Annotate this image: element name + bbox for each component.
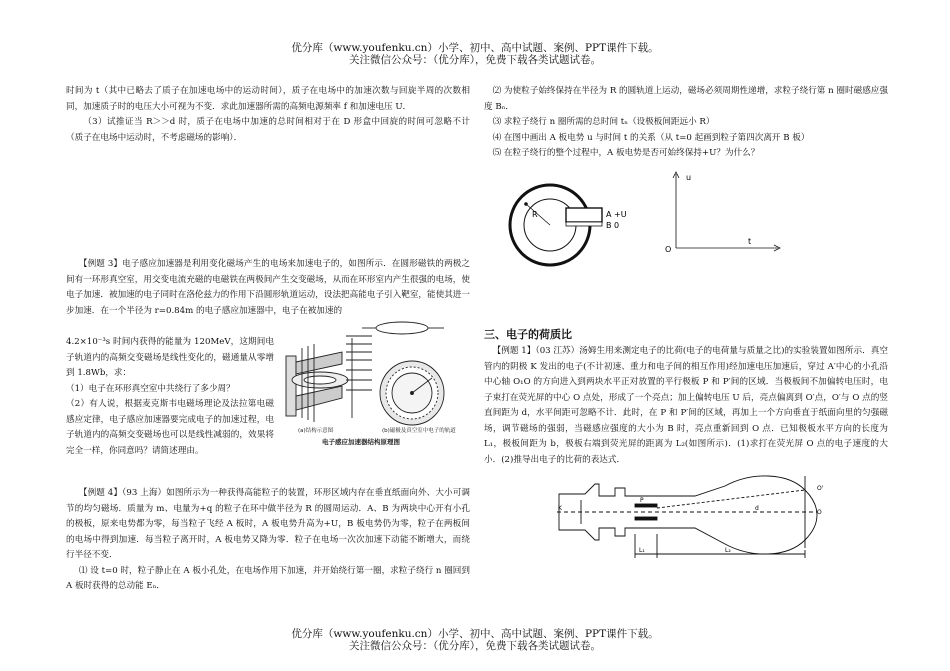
example-4-text (66, 486, 470, 595)
example-1-text (484, 344, 888, 468)
intro-paragraph-1: 时间为 t（其中已略去了质子在加速电场中的运动时间），质子在电场中的加速次数与回旋半周的次数相同，加速质子时的电压大小可视为不变．求此加速器所需的高频电源频率 f 和加速电压 U． (66, 86, 470, 112)
footer-line-1: 优分库（www.youfenku.cn）小学、初中、高中试题、案例、PPT课件下载。 (291, 628, 659, 640)
example-4-continued (484, 84, 888, 162)
intro-paragraph-2: （3）试推证当 R＞＞d 时，质子在电场中加速的总时间相对于在 D 形盒中回旋的时间可忽略不计（质子在电场中运动时，不考虑磁场的影响）． (66, 117, 470, 143)
figure-caption-a: (a)结构示意图 (298, 428, 334, 434)
svg-text:d: d (755, 505, 759, 512)
example-4-question-2: ⑵ 为使粒子始终保持在半径为 R 的圆轨道上运动，磁场必须周期性递增，求粒子绕行第 n 圈时磁感应强度 Bₙ． (484, 86, 888, 112)
plate-b-label: B 0 (606, 221, 620, 230)
example-4-question-3: ⑶ 求粒子绕行 n 圈所需的总时间 tₙ（设极板间距远小 R） (492, 117, 715, 127)
example-4-question-1: ⑴ 设 t=0 时，粒子静止在 A 板小孔处，在电场作用下加速，并开始绕行第一圈，求粒子绕行 n 圈回到 A 板时获得的总动能 Eₙ． (66, 565, 470, 591)
potential-time-axes (664, 170, 784, 255)
svg-text:O': O' (817, 485, 824, 492)
svg-text:K: K (558, 505, 562, 512)
figure-caption-b: (b)磁极及真空室中电子的轨道 (382, 428, 456, 434)
example-3-paragraph: 【例题 3】电子感应加速器是利用变化磁场产生的电场来加速电子的，如图所示．在圆形磁铁的两极之间有一环形真空室，用交变电流充磁的电磁铁在两极间产生交变磁场，从而在环形室内产生很强的电场，使电子加速．被加速的电子同时在洛伦兹力的作用下沿圆形轨道运动，设法把高能电子引入靶室，能使其进一步加速．在一个半径为 r=0.84m 的电子感应加速器中，电子在被加速的 (66, 259, 470, 316)
svg-text:P: P (640, 497, 644, 504)
example-3-paragraph-2: 4.2×10⁻³s 时间内获得的能量为 120MeV，这期间电子轨道内的高频交变磁场是线性变化的，磁通量从零增到 1.8Wb，求： (66, 337, 274, 378)
plate-b (566, 222, 602, 226)
example-3-question-1: （1）电子在环形真空室中共绕行了多少周？ (66, 383, 235, 394)
example-3-text-wrap (66, 335, 274, 459)
electron-orbit-diagram (362, 322, 444, 425)
figure-title: 电子感应加速器结构原理图 (322, 438, 400, 446)
header-line-1: 优分库（www.youfenku.cn）小学、初中、高中试题、案例、PPT课件下载。 (291, 42, 659, 54)
u-axis-label: u (686, 173, 692, 182)
footer-line-2: 关注微信公众号：（优分库），免费下载各类试题试卷。 (349, 640, 601, 652)
radius-line (526, 204, 550, 225)
header-line-2: 关注微信公众号：（优分库），免费下载各类试题试卷。 (349, 54, 601, 66)
section-title: 三、电子的荷质比 (484, 328, 572, 341)
thomson-tube-figure (555, 470, 833, 560)
svg-text:L₂: L₂ (725, 547, 731, 554)
intro-text (66, 84, 470, 146)
svg-text:O: O (817, 509, 822, 516)
betatron-figure (282, 318, 472, 448)
plate-a-label: A +U (606, 210, 627, 219)
example-3-question-2: （2）有人说，根据麦克斯韦电磁场理论及法拉第电磁感应定律，电子感应加速器要完成电子的加速过程，电子轨道内的高频交变磁场也可以是线性减弱的，效果将完全一样，你同意吗？请简述理由。 (66, 399, 274, 456)
example-4-question-5: ⑸ 在粒子绕行的整个过程中，A 板电势是否可始终保持+U？为什么？ (492, 148, 760, 158)
betatron-structure-diagram (286, 336, 372, 422)
ring-accelerator-figure (508, 180, 638, 270)
radius-label: R (532, 210, 538, 219)
t-axis-label: t (748, 237, 752, 246)
origin-label: O (665, 245, 672, 254)
example-4-question-4: ⑷ 在图中画出 A 板电势 u 与时间 t 的关系（从 t=0 起画到粒子第四次离开 B 板） (492, 132, 810, 143)
example-4-paragraph: 【例题 4】（93 上海）如图所示为一种获得高能粒子的装置，环形区域内存在垂直纸面向外、大小可调节的均匀磁场．质量为 m、电量为+q 的粒子在环中做半径为 R 的圆周运动．A、B 为两块中心开有小孔的极板，原来电势都为零，每当粒子飞经 A 板时，A 板电势升高为+U，B 板电势仍为零，粒子在两板间的电场中得到加速．每当粒子离开时，A 板电势又降为零．粒子在电场一次次加速下动能不断增大，而绕行半径不变． (66, 488, 470, 560)
example-3-text (66, 257, 470, 319)
example-1-paragraph: 【例题 1】（03 江苏）汤姆生用来测定电子的比荷(电子的电荷量与质量之比)的实验装置如图所示．真空管内的阴极 K 发出的电子(不计初速、重力和电子间的相互作用)经加速电压加速后，穿过 A′中心的小孔沿中心轴 O₁O 的方向进入到两块水平正对放置的平行极板 P 和 P′间的区域．当极板间不加偏转电压时，电子束打在荧光屏的中心 O 点处，形成了一个亮点；加上偏转电压 U 后，亮点偏离到 O′点，O′与 O 点的竖直间距为 d，水平间距可忽略不计．此时，在 P 和 P′间的区域，再加上一个方向垂直于纸面向里的匀强磁场，调节磁场的强弱，当磁感应强度的大小为 B 时，亮点重新回到 O 点．已知极板水平方向的长度为 L₁，极板间距为 b，极板右端到荧光屏的距离为 L₂(如图所示)．(1)求打在荧光屏 O 点的电子速度的大小．(2)推导出电子的比荷的表达式． (484, 346, 888, 465)
plate-a (566, 208, 602, 222)
svg-text:L₁: L₁ (639, 547, 645, 554)
